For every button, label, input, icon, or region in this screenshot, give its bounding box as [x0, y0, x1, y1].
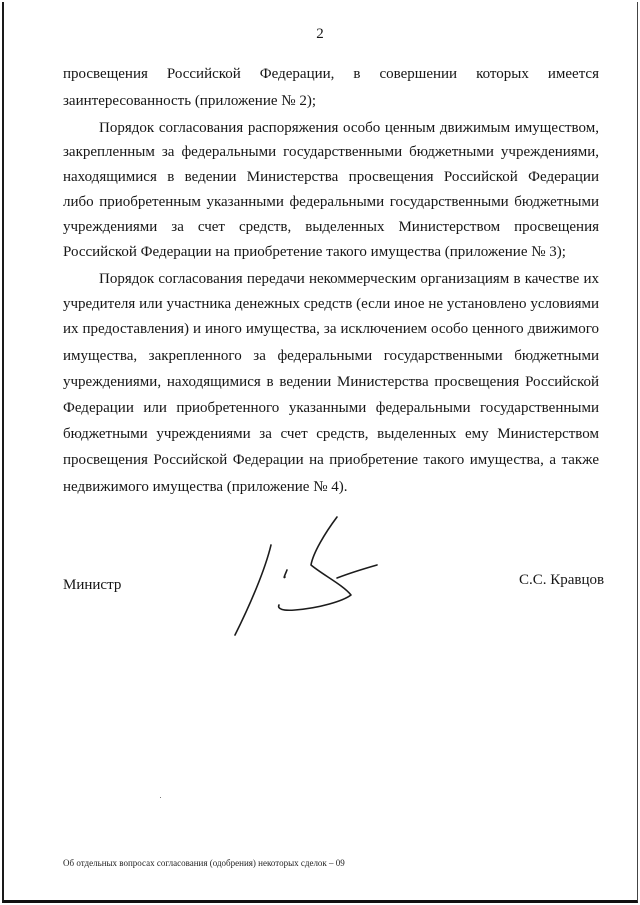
signature-stroke-4: [337, 565, 377, 578]
handwritten-signature: [225, 515, 395, 640]
signatory-name: С.С. Кравцов: [519, 572, 605, 588]
paragraph-2-line-1: Порядок согласования распоряжения особо ценным движимым имуществом,: [99, 121, 599, 136]
paragraph-3-line-7: бюджетными учреждениями за счет средств, выделенных ему Министерством: [63, 427, 599, 442]
paragraph-3-line-9: недвижимого имущества (приложение № 4).: [63, 479, 348, 495]
paragraph-1-line-2: заинтересованность (приложение № 2);: [63, 93, 316, 109]
paragraph-3-line-5: учреждениями, находящимися в ведении Министерства просвещения Российской: [63, 375, 599, 390]
paragraph-3-line-8: просвещения Российской Федерации на приобретение такого имущества, а также: [63, 453, 599, 468]
signature-stroke-2: [284, 570, 287, 578]
paragraph-2-line-4: либо приобретенным указанными федеральными государственными бюджетными: [63, 195, 599, 210]
paragraph-3-line-3: их предоставления) и иного имущества, за исключением особо ценного движимого: [63, 322, 599, 337]
scan-speck: [160, 797, 161, 798]
paragraph-2-line-2: закрепленным за федеральными государственными бюджетными учреждениями,: [63, 145, 599, 160]
paragraph-1-line-1: просвещения Российской Федерации, в совершении которых имеется: [63, 67, 599, 82]
paragraph-2-line-3: находящимися в ведении Министерства просвещения Российской Федерации: [63, 170, 599, 185]
paragraph-2-line-5: учреждениями за счет средств, выделенных Министерством просвещения: [63, 220, 599, 235]
signature-stroke-3: [279, 517, 351, 610]
paragraph-3-line-1: Порядок согласования передачи некоммерческим организациям в качестве их: [99, 272, 599, 287]
paragraph-2-line-6: Российской Федерации на приобретение такого имущества (приложение № 3);: [63, 244, 566, 260]
document-footer: Об отдельных вопросах согласования (одобрения) некоторых сделок – 09: [63, 858, 345, 868]
paragraph-3-line-2: учредителя или участника денежных средств (если иное не установлено условиями: [63, 297, 599, 312]
signature-stroke-1: [235, 545, 271, 635]
paragraph-3-line-4: имущества, закрепленного за федеральными государственными бюджетными: [63, 349, 599, 364]
paragraph-3-line-6: Федерации или приобретенного указанными федеральными государственными: [63, 401, 599, 416]
signatory-position: Министр: [63, 577, 122, 593]
page-number: 2: [316, 26, 324, 42]
